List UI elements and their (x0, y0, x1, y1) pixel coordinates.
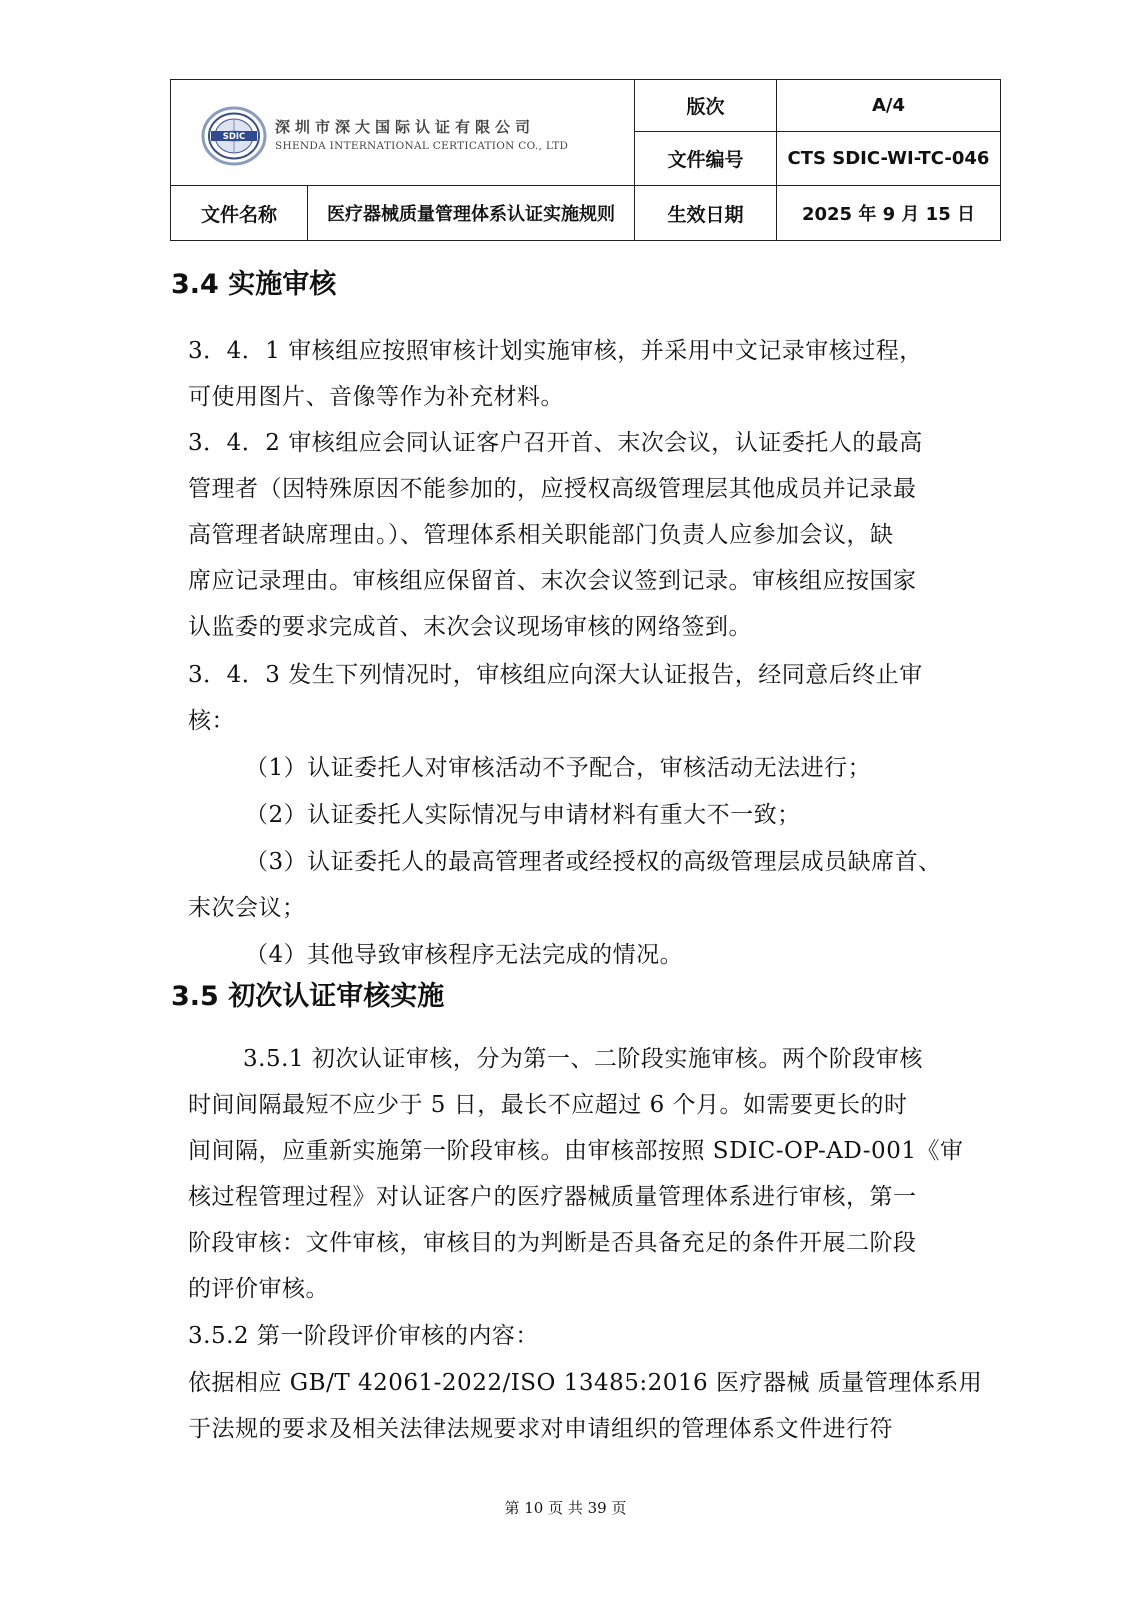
para-3-4-2-line3: 高管理者缺席理由。）、管理体系相关职能部门负责人应参加会议，缺 (188, 522, 894, 548)
docno-label: 文件编号 (635, 132, 777, 186)
list-item-2: （2）认证委托人实际情况与申请材料有重大不一致； (245, 802, 801, 828)
date-label: 生效日期 (635, 186, 777, 241)
page-number-footer: 第 10 页 共 39 页 (504, 1499, 627, 1517)
docno-value: CTS SDIC-WI-TC-046 (777, 132, 1001, 186)
para-3-5-1-line6: 的评价审核。 (188, 1276, 329, 1302)
list-item-3-line1: （3）认证委托人的最高管理者或经授权的高级管理层成员缺席首、 (245, 849, 942, 875)
company-logo-cell (171, 80, 635, 186)
section-heading-3-5: 3.5 初次认证审核实施 (171, 981, 445, 1012)
date-value: 2025 年 9 月 15 日 (777, 186, 1001, 241)
para-3-4-2-line2: 管理者（因特殊原因不能参加的，应授权高级管理层其他成员并记录最 (188, 476, 917, 502)
section-heading-3-4: 3.4 实施审核 (171, 269, 337, 300)
version-value: A/4 (777, 80, 1001, 132)
para-3-4-1-line2: 可使用图片、音像等作为补充材料。 (188, 384, 564, 410)
svg-text:SDIC: SDIC (222, 132, 246, 142)
para-3-4-3-line2: 核： (188, 708, 235, 734)
list-item-4: （4）其他导致审核程序无法完成的情况。 (245, 942, 684, 968)
docname-label: 文件名称 (171, 186, 308, 241)
para-3-5-2: 3.5.2 第一阶段评价审核的内容： (188, 1323, 539, 1349)
para-basis-line2: 于法规的要求及相关法律法规要求对申请组织的管理体系文件进行符 (188, 1416, 893, 1442)
company-name-en: SHENDA INTERNATIONAL CERTICATION CO., LTD (275, 140, 569, 152)
docname-value: 医疗器械质量管理体系认证实施规则 (308, 186, 635, 241)
sdic-logo-icon (201, 106, 267, 166)
para-3-5-1-line1: 3.5.1 初次认证审核，分为第一、二阶段实施审核。两个阶段审核 (243, 1046, 923, 1072)
para-basis-line1: 依据相应 GB/T 42061-2022/ISO 13485:2016 医疗器械 质量管理体系用 (188, 1370, 983, 1396)
para-3-4-3-line1: 3．4．3 发生下列情况时，审核组应向深大认证报告，经同意后终止审 (188, 662, 923, 688)
para-3-5-1-line5: 阶段审核：文件审核，审核目的为判断是否具备充足的条件开展二阶段 (188, 1230, 917, 1256)
version-label: 版次 (635, 80, 777, 132)
list-item-1: （1）认证委托人对审核活动不予配合，审核活动无法进行； (245, 755, 872, 781)
para-3-4-1-line1: 3．4．1 审核组应按照审核计划实施审核，并采用中文记录审核过程， (188, 338, 923, 364)
para-3-5-1-line3: 间间隔，应重新实施第一阶段审核。由审核部按照 SDIC-OP-AD-001《审 (188, 1138, 964, 1164)
para-3-5-1-line2: 时间间隔最短不应少于 5 日，最长不应超过 6 个月。如需要更长的时 (188, 1092, 908, 1118)
para-3-4-2-line1: 3．4．2 审核组应会同认证客户召开首、末次会议，认证委托人的最高 (188, 430, 923, 456)
list-item-3-line2: 末次会议； (188, 895, 306, 921)
para-3-4-2-line5: 认监委的要求完成首、末次会议现场审核的网络签到。 (188, 614, 752, 640)
para-3-5-1-line4: 核过程管理过程》对认证客户的医疗器械质量管理体系进行审核，第一 (188, 1184, 917, 1210)
document-header-table (170, 79, 1001, 241)
para-3-4-2-line4: 席应记录理由。审核组应保留首、末次会议签到记录。审核组应按国家 (188, 568, 917, 594)
company-name-cn: 深圳市深大国际认证有限公司 (275, 118, 536, 136)
